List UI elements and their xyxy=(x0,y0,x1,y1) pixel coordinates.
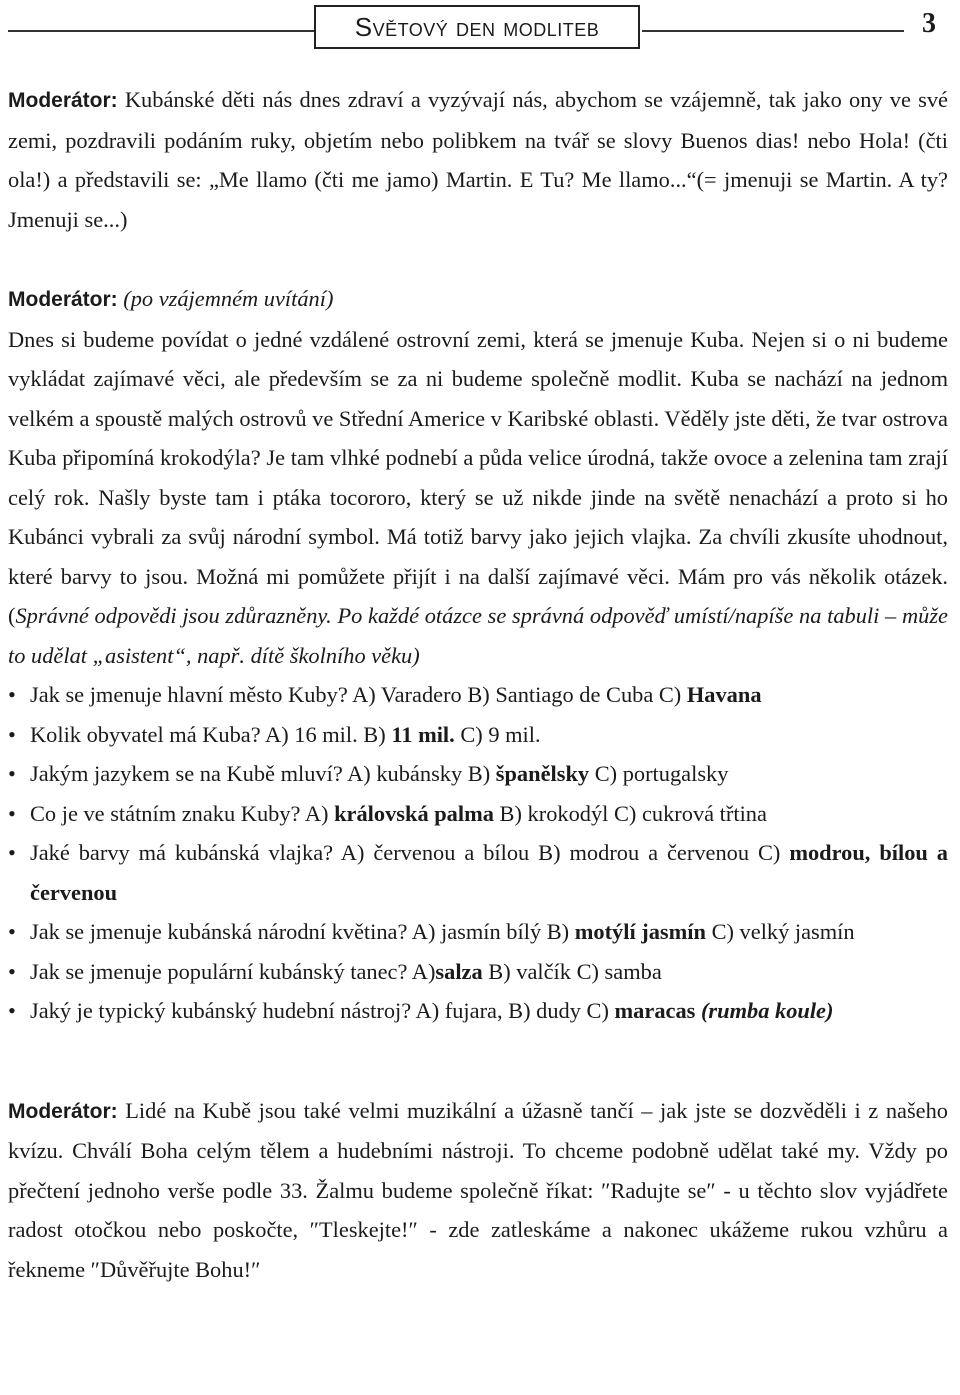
document-body xyxy=(8,80,948,1289)
quiz-question-rest: C) velký jasmín xyxy=(705,919,855,944)
quiz-question: Kolik obyvatel má Kuba? A) 16 mil. B) xyxy=(30,721,392,747)
bullet-icon: • xyxy=(8,919,16,944)
page-title: Světový den modliteb xyxy=(314,5,640,49)
quiz-question: Jakým jazykem se na Kubě mluví? A) kubánsky B) xyxy=(30,761,496,786)
kuba-text: Dnes si budeme povídat o jedné vzdálené ostrovní zemi, která se jmenuje Kuba. Nejen si o ni budeme vykládat zajímavé věci, ale především se za ni budeme společně modlit. Kuba se nachází na jednom velkém a spoustě malých ostrovů ve Střední Americe v Karibské oblasti. Věděly jste děti, že tvar ostrova Kuba připomíná krokodýla? Je tam vlhké podnebí a půda velice úrodná, takže ovoce a zelenina tam zrají celý rok. Našly byste tam i ptáka tocororo, který se už nikde jinde na světě nenachází a proto si ho Kubánci vybrali za svůj národní symbol. Má totiž barvy jako jejich vlajka. Za chvíli zkusíte uhodnout, které barvy to jsou. Možná mi pomůžete přijít i na další zajímavé věci. Mám pro vás několik otázek. ( xyxy=(8,326,948,628)
bullet-icon: • xyxy=(8,958,16,984)
closing-paragraph xyxy=(8,1091,948,1290)
answer-note: Správné odpovědi jsou zdůrazněny. Po každé otázce se správná odpověď umístí/napíše na tabuli – může to udělat „asistent“, např. dítě školního věku) xyxy=(8,603,948,668)
moderator-label: Moderátor: xyxy=(8,89,118,112)
bullet-icon: • xyxy=(8,998,16,1023)
quiz-answer: španělsky xyxy=(495,761,590,786)
bullet-icon: • xyxy=(8,682,16,707)
quiz-item xyxy=(8,912,948,952)
page-header xyxy=(0,0,960,60)
quiz-answer: královská palma xyxy=(334,800,494,826)
stage-direction: (po vzájemném uvítání) xyxy=(117,286,334,311)
page-number: 3 xyxy=(922,8,936,39)
quiz-question: Jak se jmenuje populární kubánský tanec? A) xyxy=(30,958,436,984)
bullet-icon: • xyxy=(8,840,16,865)
section-heading xyxy=(8,279,948,320)
bullet-icon: • xyxy=(8,800,16,826)
quiz-item xyxy=(8,675,948,715)
quiz-answer: maracas xyxy=(614,998,696,1023)
quiz-answer: motýlí jasmín xyxy=(574,919,706,944)
intro-text: Kubánské děti nás dnes zdraví a vyzývají nás, abychom se vzájemně, tak jako ony ve své zemi, pozdravili podáním ruky, objetím nebo polibkem na tvář se slovy Buenos dias! nebo Hola! (čti ola!) a představili se: „Me llamo (čti me jamo) Martin. E Tu? Me llamo...“(= jmenuji se Martin. A ty?Jmenuji se...) xyxy=(8,87,948,232)
header-rule-left xyxy=(8,30,314,32)
bullet-icon: • xyxy=(8,761,16,786)
moderator-label: Moderátor: xyxy=(8,1099,118,1123)
quiz-question: Jak se jmenuje kubánská národní květina? A) jasmín bílý B) xyxy=(30,919,575,944)
intro-paragraph xyxy=(8,80,948,239)
moderator-label: Moderátor: xyxy=(8,288,118,311)
quiz-question: Co je ve státním znaku Kuby? A) xyxy=(30,800,335,826)
quiz-item xyxy=(8,754,948,794)
quiz-item xyxy=(8,991,948,1031)
quiz-item xyxy=(8,715,948,755)
quiz-question: Jaký je typický kubánský hudební nástroj? A) fujara, B) dudy C) xyxy=(30,998,615,1023)
quiz-item xyxy=(8,833,948,912)
quiz-question-rest: C) 9 mil. xyxy=(454,721,541,747)
quiz-question-rest: B) valčík C) samba xyxy=(482,958,662,984)
quiz-answer: Havana xyxy=(686,682,762,707)
kuba-paragraph xyxy=(8,320,948,676)
closing-text: Lidé na Kubě jsou také velmi muzikální a úžasně tančí – jak jste se dozvěděli i z našeho kvízu. Chválí Boha celým tělem a hudebními nástroji. To chceme podobně udělat také my. Vždy po přečtení jednoho verše podle 33. Žalmu budeme společně říkat: ″Radujte se″ - u těchto slov vyjádřete radost otočkou nebo poskočte, ″Tleskejte!″ - zde zatleskáme a nakonec ukážeme rukou vzhůru a řekneme ″Důvěřujte Bohu!″ xyxy=(8,1097,948,1282)
quiz-answer-note: (rumba koule) xyxy=(700,998,834,1023)
bullet-icon: • xyxy=(8,721,16,747)
quiz-item xyxy=(8,794,948,834)
header-rule-right xyxy=(642,30,904,32)
quiz-answer: modrou, bílou a červenou xyxy=(30,840,949,905)
quiz-question-rest: C) portugalsky xyxy=(589,761,729,786)
quiz-item xyxy=(8,952,948,992)
quiz-question: Jaké barvy má kubánská vlajka? A) červenou a bílou B) modrou a červenou C) xyxy=(30,840,790,865)
quiz-list xyxy=(8,675,948,1031)
quiz-question-rest: B) krokodýl C) cukrová třtina xyxy=(493,800,767,826)
quiz-answer: salza xyxy=(435,958,483,984)
quiz-question: Jak se jmenuje hlavní město Kuby? A) Varadero B) Santiago de Cuba C) xyxy=(30,682,687,707)
quiz-answer: 11 mil. xyxy=(391,721,455,747)
